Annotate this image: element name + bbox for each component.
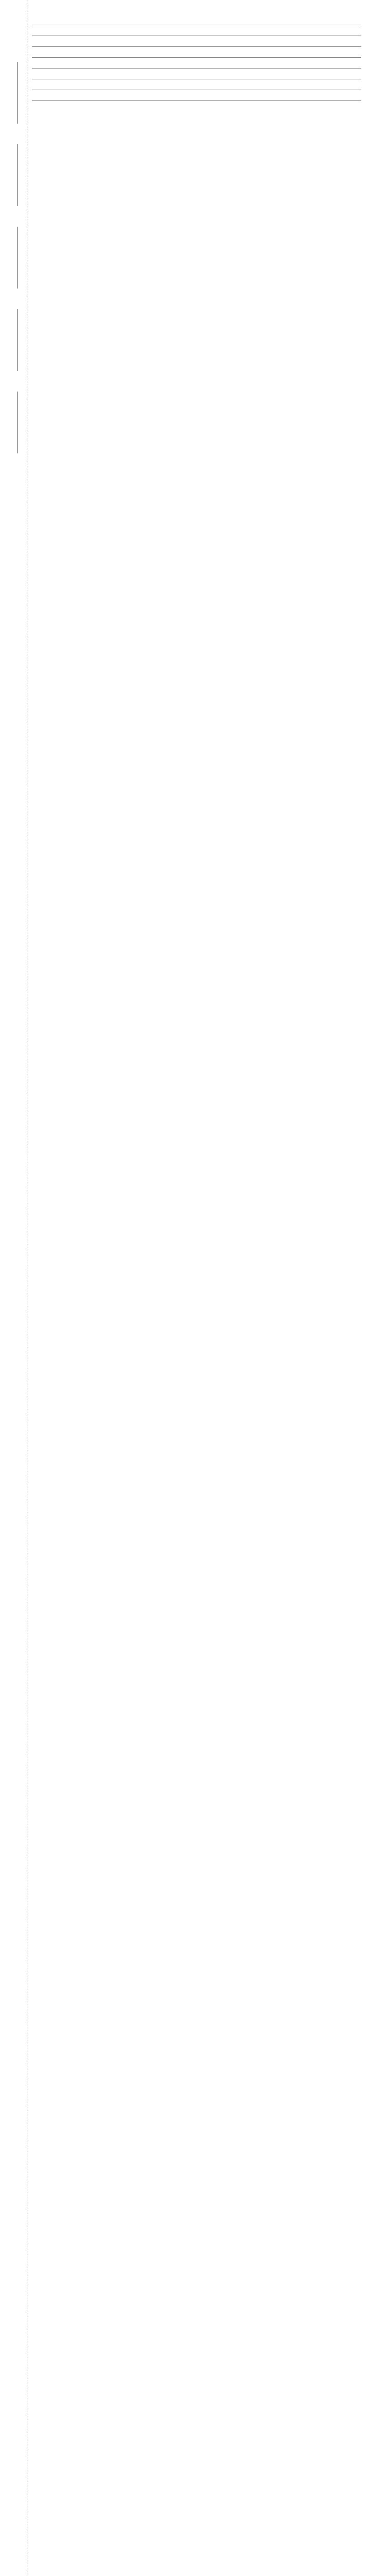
binding-line (17, 144, 18, 206)
binding-line (17, 227, 18, 289)
section (32, 14, 361, 101)
blank-answer-line (32, 36, 361, 47)
blank-answer-line (32, 69, 361, 79)
binding-margin (0, 0, 27, 2576)
blank-answer-line (32, 14, 361, 25)
blank-answer-line (32, 79, 361, 90)
blank-answer-lines (32, 14, 361, 101)
blank-answer-line (32, 90, 361, 101)
blank-answer-line (32, 25, 361, 36)
binding-line (17, 62, 18, 124)
binding-line (17, 309, 18, 371)
blank-answer-line (32, 58, 361, 69)
exam-content (32, 9, 361, 106)
binding-line (17, 392, 18, 453)
blank-answer-line (32, 47, 361, 58)
